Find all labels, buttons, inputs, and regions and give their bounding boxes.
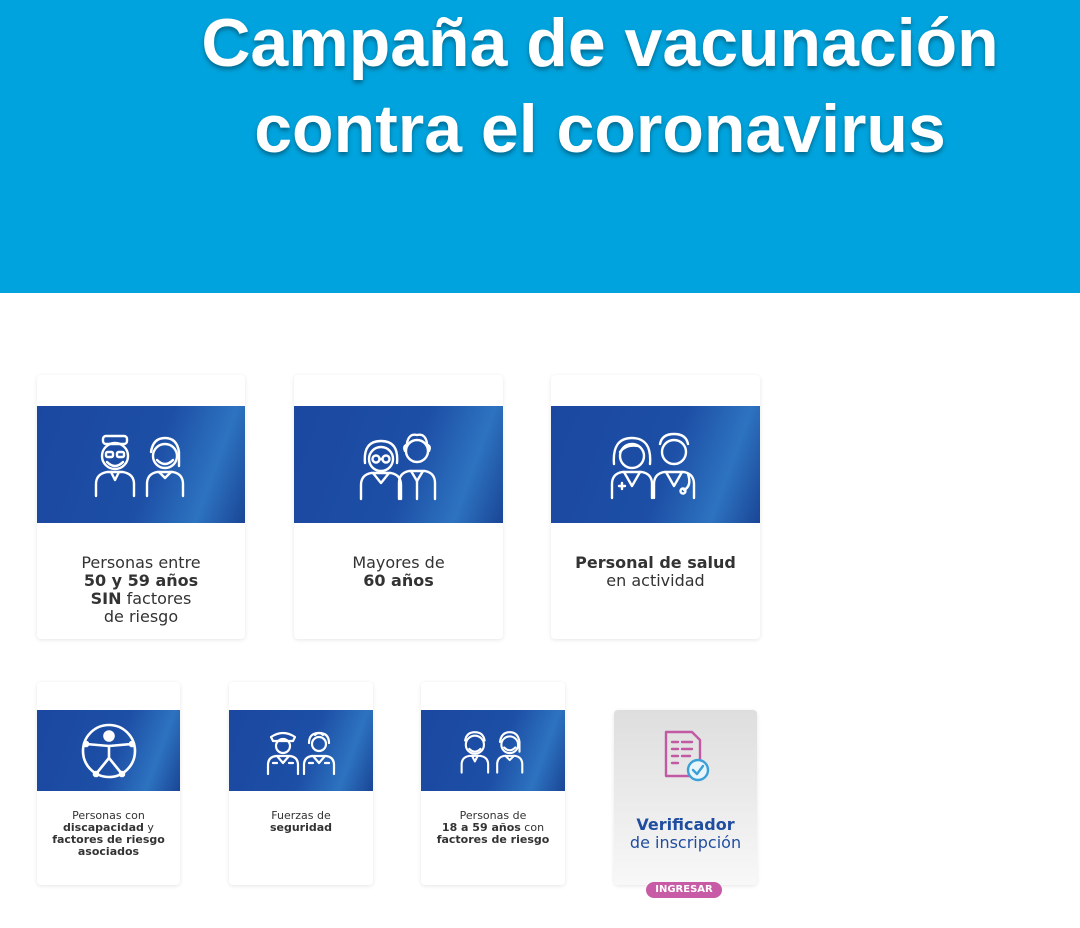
card-fuerzas-seguridad[interactable] [229,682,373,885]
two-people-masks-icon [91,432,191,498]
card-label: Personas con discapacidad y factores de riesgo asociados [52,809,165,858]
card-discapacidad[interactable] [37,682,180,885]
verifier-subtitle: de inscripción [629,833,742,852]
accessibility-icon [78,722,140,780]
elderly-couple-icon [357,429,441,501]
document-check-icon [660,728,712,784]
card-label: Personal de salud en actividad [575,553,736,590]
card-label: Personas de 18 a 59 años con factores de riesgo [436,809,550,846]
header-banner [0,0,1080,293]
card-mayores-60[interactable] [294,375,503,639]
card-banner [229,710,373,791]
card-label: Personas entre 50 y 59 años SIN factores de riesgo [81,553,201,626]
card-label: Fuerzas de seguridad [269,809,333,834]
title-line-1: Campaña de vacunación [201,5,999,81]
card-18-59[interactable] [421,682,565,885]
card-label: Mayores de 60 años [352,553,445,590]
security-forces-icon [265,727,337,775]
card-banner [37,406,245,523]
card-banner [37,710,180,791]
page-title [150,0,1050,172]
card-personal-salud[interactable] [551,375,760,639]
ingresar-button[interactable]: INGRESAR [646,882,722,898]
health-workers-icon [608,430,704,500]
card-banner [294,406,503,523]
card-50-59[interactable] [37,375,245,639]
two-people-masks-icon [458,728,528,774]
title-line-2: contra el coronavirus [254,91,946,167]
card-banner [551,406,760,523]
verifier-title: Verificador [636,815,735,834]
card-verificador[interactable] [614,710,757,895]
card-banner [421,710,565,791]
